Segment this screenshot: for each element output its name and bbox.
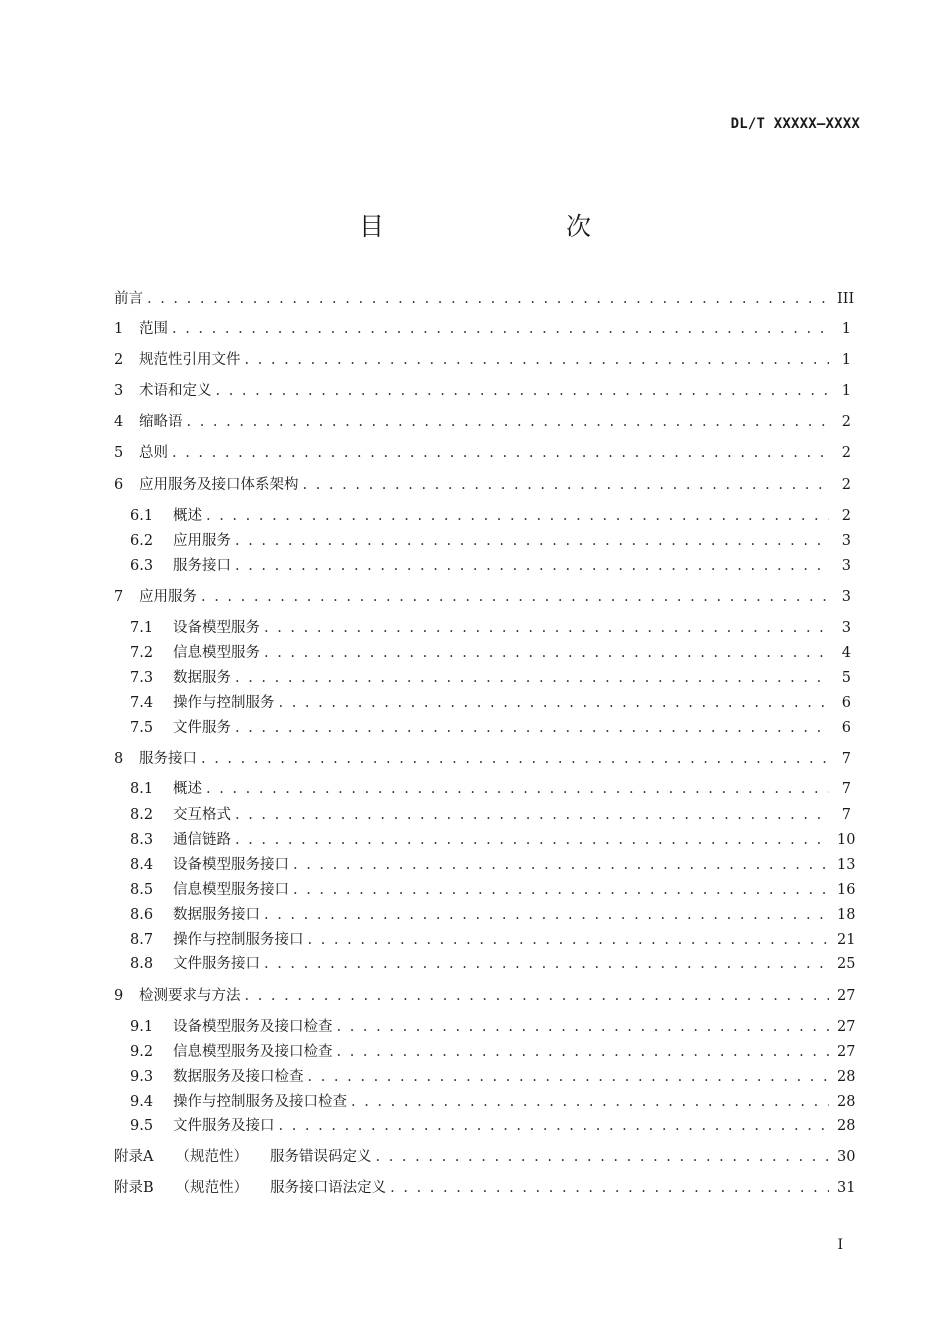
toc-entry-page: 2 [841,477,851,493]
toc-dot-leader [337,1017,830,1037]
toc-entry-page: 1 [841,321,851,337]
toc-dot-leader [390,1178,829,1198]
toc-entry-number: 7 [114,589,124,605]
toc-entry-number: 8.6 [130,907,154,923]
toc-entry-page: 6 [841,720,851,736]
toc-entry-title: 信息模型服务 [173,645,260,661]
toc-dot-leader [308,1067,830,1087]
toc-entry-title: 操作与控制服务接口 [173,932,304,948]
toc-subentry[interactable] [130,1042,856,1062]
appendix-type: （规范性） [175,1180,249,1196]
toc-subentry[interactable] [130,954,856,974]
toc-entry-number: 8.2 [130,807,154,823]
toc-entry-title: 范围 [139,321,168,337]
toc-entry-page: 10 [837,832,856,848]
toc-entry-number: 8.1 [130,781,154,797]
toc-subentry[interactable] [130,779,851,799]
toc-entry-title: 概述 [173,508,202,524]
toc-subentry[interactable] [130,531,851,551]
toc-subentry[interactable] [130,930,856,950]
toc-entry-title: 操作与控制服务及接口检查 [173,1094,347,1110]
toc-appendix-entry[interactable] [114,1147,856,1167]
toc-entry-title: 通信链路 [173,832,231,848]
toc-dot-leader [264,905,829,925]
toc-dot-leader [172,443,829,463]
toc-entry-title: 数据服务接口 [173,907,260,923]
toc-dot-leader [235,668,829,688]
toc-entry[interactable] [114,289,855,309]
toc-entry-page: 5 [841,670,851,686]
appendix-type: （规范性） [175,1149,248,1165]
toc-dot-leader [147,289,829,309]
toc-entry-title: 概述 [173,781,202,797]
toc-dot-leader [264,618,829,638]
toc-dot-leader [303,475,830,495]
appendix-page: 31 [837,1180,856,1196]
toc-subentry[interactable] [130,668,851,688]
toc-dot-leader [264,954,829,974]
toc-entry-title: 术语和定义 [139,383,212,399]
appendix-number: 附录B [114,1180,154,1196]
toc-dot-leader [245,986,830,1006]
toc-dot-leader [279,1116,830,1136]
toc-entry[interactable] [114,350,851,370]
toc-dot-leader [216,381,830,401]
toc-entry[interactable] [114,986,856,1006]
appendix-title: 服务接口语法定义 [270,1180,387,1196]
toc-entry-title: 服务接口 [173,558,231,574]
toc-entry-number: 9 [114,988,124,1004]
appendix-title: 服务错误码定义 [269,1149,372,1165]
toc-entry-title: 设备模型服务及接口检查 [173,1019,333,1035]
toc-entry-page: 28 [837,1094,856,1110]
toc-entry[interactable] [114,381,851,401]
toc-entry-number: 7.4 [130,695,154,711]
toc-entry-number: 6.2 [130,533,154,549]
toc-subentry[interactable] [130,718,851,738]
toc-entry-page: 18 [837,907,856,923]
toc-entry-number: 8 [114,751,124,767]
toc-entry-title: 交互格式 [173,807,231,823]
toc-dot-leader [235,556,829,576]
toc-dot-leader [201,587,829,607]
toc-entry-number: 4 [114,414,124,430]
toc-entry-page: 28 [837,1069,856,1085]
toc-entry-title: 设备模型服务接口 [173,857,289,873]
toc-subentry[interactable] [130,643,851,663]
toc-entry-number: 7.3 [130,670,154,686]
toc-entry-page: 3 [841,620,851,636]
toc-entry-page: 27 [837,1044,856,1060]
toc-entry-title: 文件服务接口 [173,956,260,972]
toc-subentry[interactable] [130,1067,856,1087]
toc-appendix-entry[interactable] [114,1178,856,1198]
toc-entry-number: 9.5 [130,1118,154,1134]
toc-entry[interactable] [114,749,851,769]
toc-entry-title: 总则 [139,445,168,461]
toc-entry-title: 规范性引用文件 [139,352,241,368]
toc-entry-title: 服务接口 [139,751,197,767]
toc-entry-title: 检测要求与方法 [139,988,241,1004]
toc-entry-page: III [837,291,855,307]
toc-entry-title: 前言 [114,291,143,307]
toc-subentry[interactable] [130,830,856,850]
toc-entry-title: 缩略语 [139,414,183,430]
toc-entry-page: 16 [837,882,856,898]
toc-dot-leader [264,643,829,663]
toc-entry-page: 25 [837,956,856,972]
toc-subentry[interactable] [130,1017,856,1037]
toc-entry-title: 文件服务 [173,720,231,736]
toc-entry[interactable] [114,587,851,607]
toc-entry-title: 数据服务及接口检查 [173,1069,304,1085]
toc-entry[interactable] [114,319,851,339]
toc-dot-leader [206,506,829,526]
toc-entry-number: 3 [114,383,124,399]
toc-entry-page: 1 [841,352,851,368]
toc-entry-page: 7 [841,781,851,797]
page-title: 目 次 [358,212,635,241]
toc-entry-number: 9.3 [130,1069,154,1085]
toc-entry-number: 7.5 [130,720,154,736]
toc-dot-leader [279,693,830,713]
toc-subentry[interactable] [130,905,856,925]
toc-entry[interactable] [114,475,851,495]
toc-subentry[interactable] [130,618,851,638]
toc-dot-leader [308,930,830,950]
toc-subentry[interactable] [130,1116,856,1136]
toc-entry-page: 3 [841,589,851,605]
toc-dot-leader [201,749,829,769]
toc-entry-page: 7 [841,751,851,767]
toc-dot-leader [172,319,829,339]
toc-dot-leader [206,779,829,799]
toc-entry-number: 9.4 [130,1094,154,1110]
toc-entry-number: 9.2 [130,1044,154,1060]
toc-entry-number: 1 [114,321,124,337]
toc-entry[interactable] [114,412,851,432]
toc-subentry[interactable] [130,880,856,900]
toc-entry[interactable] [114,443,851,463]
toc-entry-number: 8.4 [130,857,154,873]
toc-entry-page: 13 [837,857,856,873]
toc-dot-leader [293,880,829,900]
toc-dot-leader [337,1042,830,1062]
toc-dot-leader [293,855,829,875]
toc-subentry[interactable] [130,693,851,713]
toc-entry-title: 应用服务及接口体系架构 [139,477,299,493]
toc-subentry[interactable] [130,506,851,526]
toc-entry-number: 8.8 [130,956,154,972]
toc-subentry[interactable] [130,805,851,825]
toc-subentry[interactable] [130,556,851,576]
toc-entry-page: 28 [837,1118,856,1134]
toc-entry-number: 6.3 [130,558,154,574]
toc-entry-number: 8.7 [130,932,154,948]
toc-entry-title: 设备模型服务 [173,620,260,636]
toc-entry-page: 2 [841,445,851,461]
toc-entry-page: 7 [841,807,851,823]
toc-entry-page: 27 [837,988,856,1004]
toc-entry-page: 3 [841,558,851,574]
toc-entry-page: 4 [841,645,851,661]
toc-entry-number: 8.5 [130,882,154,898]
toc-entry-page: 6 [841,695,851,711]
toc-entry-number: 6.1 [130,508,154,524]
toc-entry-page: 2 [841,508,851,524]
toc-entry-title: 文件服务及接口 [173,1118,275,1134]
toc-entry-page: 3 [841,533,851,549]
toc-dot-leader [235,830,829,850]
document-code: DL/T XXXXX—XXXX [730,116,860,132]
toc-dot-leader [245,350,830,370]
toc-dot-leader [375,1147,829,1167]
toc-entry-page: 27 [837,1019,856,1035]
appendix-page: 30 [837,1149,856,1165]
toc-subentry[interactable] [130,1092,856,1112]
toc-entry-number: 6 [114,477,124,493]
appendix-number: 附录A [114,1149,154,1165]
toc-dot-leader [235,718,829,738]
toc-dot-leader [235,805,829,825]
toc-entry-title: 信息模型服务接口 [173,882,289,898]
toc-entry-number: 8.3 [130,832,154,848]
toc-entry-number: 7.1 [130,620,154,636]
toc-entry-title: 应用服务 [173,533,231,549]
page-number: I [837,1237,843,1253]
table-of-contents [114,0,856,1344]
toc-entry-title: 信息模型服务及接口检查 [173,1044,333,1060]
toc-entry-title: 数据服务 [173,670,231,686]
toc-dot-leader [351,1092,829,1112]
toc-entry-number: 2 [114,352,124,368]
toc-dot-leader [235,531,829,551]
toc-entry-page: 1 [841,383,851,399]
toc-dot-leader [187,412,830,432]
toc-entry-number: 7.2 [130,645,154,661]
toc-subentry[interactable] [130,855,856,875]
toc-entry-page: 21 [837,932,856,948]
toc-entry-number: 5 [114,445,124,461]
toc-entry-title: 应用服务 [139,589,197,605]
toc-entry-number: 9.1 [130,1019,154,1035]
toc-entry-title: 操作与控制服务 [173,695,275,711]
toc-entry-page: 2 [841,414,851,430]
